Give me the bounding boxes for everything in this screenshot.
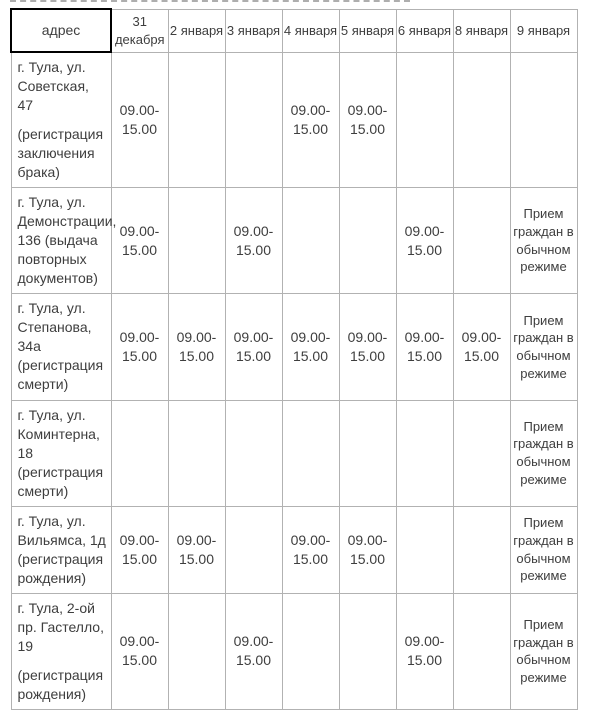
holiday-schedule-table [10, 8, 578, 710]
closed-day-cell [111, 400, 168, 506]
closed-day-cell [396, 506, 453, 593]
cropped-text-remnant [10, 0, 410, 2]
schedule-row [11, 188, 577, 294]
normal-mode-cell: Прием граждан в обычном режиме [510, 506, 577, 593]
date-column-header: 9 января [510, 9, 577, 52]
closed-day-cell [339, 400, 396, 506]
date-column-header: 8 января [453, 9, 510, 52]
closed-day-cell [396, 400, 453, 506]
open-hours-cell: 09.00-15.00 [282, 52, 339, 188]
address-text: г. Тула, 2-ой пр. Гастелло, 19 [17, 599, 104, 654]
open-hours-cell: 09.00-15.00 [225, 593, 282, 709]
schedule-row [11, 593, 577, 709]
open-hours-cell: 09.00-15.00 [111, 188, 168, 294]
open-hours-cell: 09.00-15.00 [225, 294, 282, 400]
open-hours-cell: 09.00-15.00 [453, 294, 510, 400]
date-column-header: 2 января [168, 9, 225, 52]
address-text: г. Тула, ул. Коминтерна, 18 (регистрация смерти) [17, 406, 104, 499]
address-text: г. Тула, ул. Демонстрации, 136 (выдача повторных документов) [17, 194, 117, 287]
closed-day-cell [453, 506, 510, 593]
closed-day-cell [339, 593, 396, 709]
normal-mode-cell: Прием граждан в обычном режиме [510, 400, 577, 506]
open-hours-cell: 09.00-15.00 [396, 188, 453, 294]
schedule-row [11, 400, 577, 506]
schedule-table-header [11, 9, 577, 52]
normal-mode-cell: Прием граждан в обычном режиме [510, 294, 577, 400]
open-hours-cell: 09.00-15.00 [111, 593, 168, 709]
address-cell [11, 294, 111, 400]
closed-day-cell [168, 188, 225, 294]
open-hours-cell: 09.00-15.00 [282, 294, 339, 400]
date-column-header: 31 декабря [111, 9, 168, 52]
normal-mode-cell: Прием граждан в обычном режиме [510, 593, 577, 709]
open-hours-cell: 09.00-15.00 [339, 294, 396, 400]
open-hours-cell: 09.00-15.00 [339, 506, 396, 593]
closed-day-cell [168, 52, 225, 188]
open-hours-cell: 09.00-15.00 [339, 52, 396, 188]
address-text: (регистрация рождения) [17, 666, 104, 702]
address-text: (регистрация заключения брака) [17, 126, 104, 181]
open-hours-cell: 09.00-15.00 [396, 593, 453, 709]
address-text: г. Тула, ул. Вильямса, 1д (регистрация рождения) [17, 512, 106, 586]
schedule-row [11, 294, 577, 400]
address-cell [11, 593, 111, 709]
date-column-header: 3 января [225, 9, 282, 52]
closed-day-cell [396, 52, 453, 188]
schedule-row [11, 52, 577, 188]
closed-day-cell [453, 400, 510, 506]
open-hours-cell: 09.00-15.00 [111, 52, 168, 188]
address-cell [11, 52, 111, 188]
closed-day-cell [225, 52, 282, 188]
open-hours-cell: 09.00-15.00 [225, 188, 282, 294]
open-hours-cell: 09.00-15.00 [111, 506, 168, 593]
date-column-header: 5 января [339, 9, 396, 52]
closed-day-cell [453, 188, 510, 294]
date-column-header: 4 января [282, 9, 339, 52]
closed-day-cell [453, 593, 510, 709]
open-hours-cell: 09.00-15.00 [396, 294, 453, 400]
open-hours-cell: 09.00-15.00 [282, 506, 339, 593]
closed-day-cell [339, 188, 396, 294]
open-hours-cell: 09.00-15.00 [111, 294, 168, 400]
address-text: г. Тула, ул. Степанова, 34а (регистрация смерти) [17, 300, 104, 393]
closed-day-cell [168, 593, 225, 709]
closed-day-cell [225, 400, 282, 506]
normal-mode-cell: Прием граждан в обычном режиме [510, 188, 577, 294]
closed-day-cell [225, 506, 282, 593]
address-cell [11, 188, 117, 294]
address-cell [11, 506, 111, 593]
address-text: г. Тула, ул. Советская, 47 [17, 59, 89, 114]
closed-day-cell [453, 52, 510, 188]
closed-day-cell [282, 188, 339, 294]
closed-day-cell [168, 400, 225, 506]
closed-day-cell [282, 400, 339, 506]
address-column-header: адрес [11, 9, 111, 52]
schedule-row [11, 506, 577, 593]
open-hours-cell: 09.00-15.00 [168, 294, 225, 400]
open-hours-cell: 09.00-15.00 [168, 506, 225, 593]
closed-day-cell [510, 52, 577, 188]
address-cell [11, 400, 111, 506]
schedule-table-body [11, 52, 577, 709]
closed-day-cell [282, 593, 339, 709]
header-row [11, 9, 577, 52]
date-column-header: 6 января [396, 9, 453, 52]
